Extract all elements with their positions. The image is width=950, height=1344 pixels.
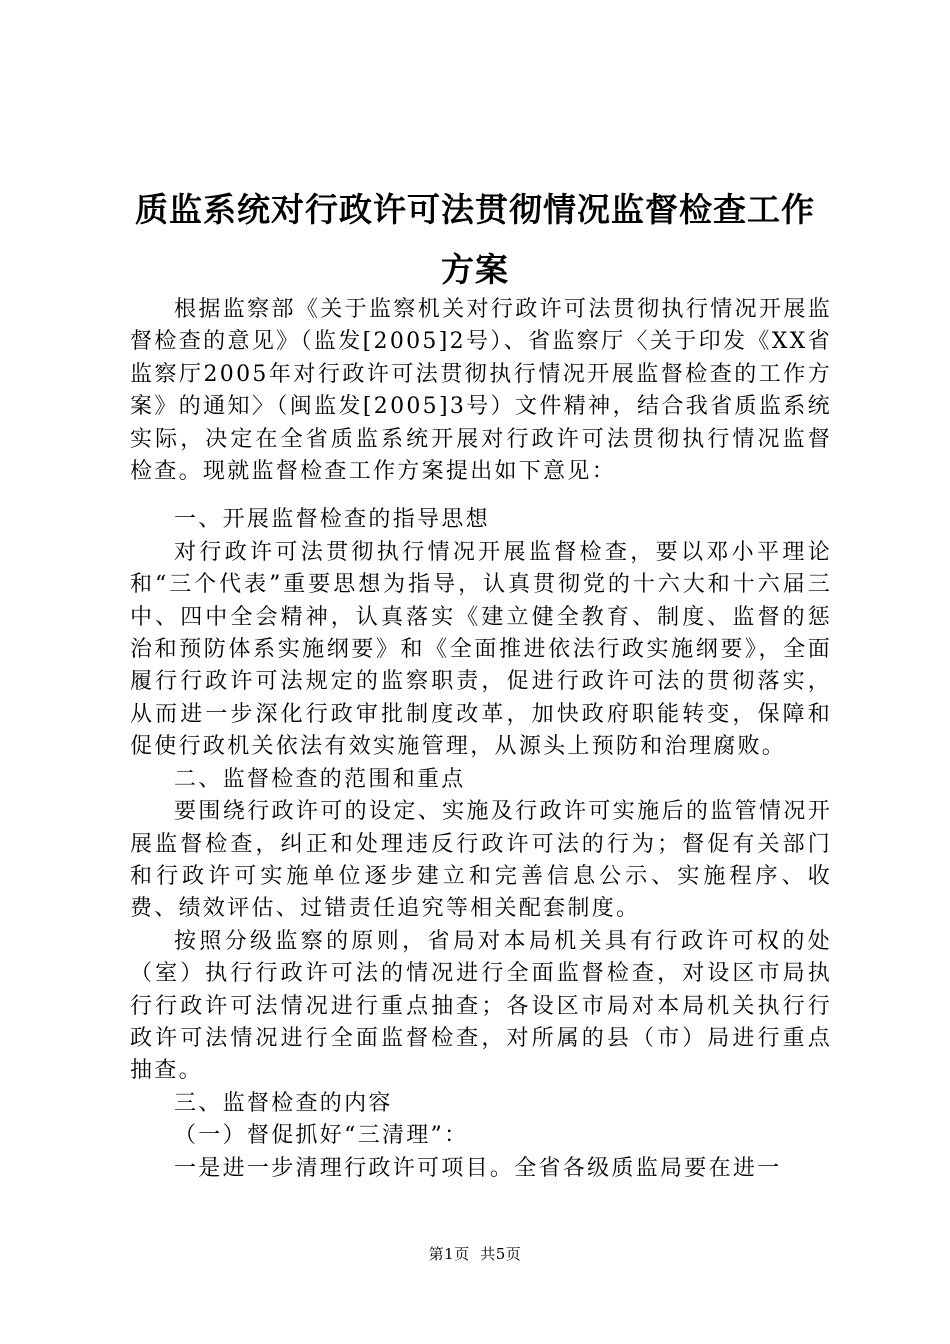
paragraph-item-1: 一是进一步清理行政许可项目。全省各级质监局要在进一 [174,1155,782,1181]
paragraph-guiding-ideology: 对行政许可法贯彻执行情况开展监督检查，要以邓小平理论和“三个代表”重要思想为指导，认真贯彻党的十六大和十六届三中、四中全会精神，认真落实《建立健全教育、制度、监督的惩治和预防体系实施纲要》和《全面推进依法行政实施纲要》，全面履行行政许可法规定的监察职责，促进行政许可法的贯彻落实，从而进一步深化行政审批制度改革，加快政府职能转变，保障和促使行政机关依法有效实施管理，从源头上预防和治理腐败。 [130,539,832,760]
section-heading-1: 一、开展监督检查的指导思想 [174,507,490,533]
section-heading-2: 二、监督检查的范围和重点 [174,766,466,792]
page-total: 共5页 [480,1245,522,1263]
subsection-heading-1: （一）督促抓好“三清理”： [174,1123,469,1149]
page-footer [0,1243,950,1264]
page-number: 第1页 [428,1245,470,1263]
section-heading-3: 三、监督检查的内容 [174,1090,393,1116]
document-body [130,294,832,1185]
paragraph-scope: 要围绕行政许可的设定、实施及行政许可实施后的监管情况开展监督检查，纠正和处理违反行政许可法的行为；督促有关部门和行政许可实施单位逐步建立和完善信息公示、实施程序、收费、绩效评估、过错责任追究等相关配套制度。 [130,799,832,922]
paragraph-intro: 根据监察部《关于监察机关对行政许可法贯彻执行情况开展监督检查的意见》（监发[2005]2号）、省监察厅〈关于印发《XX省监察厅2005年对行政许可法贯彻执行情况开展监督检查的工作方案》的通知〉（闽监发[2005]3号）文件精神，结合我省质监系统实际，决定在全省质监系统开展对行政许可法贯彻执行情况监督检查。现就监督检查工作方案提出如下意见： [130,297,832,485]
document-title-line-1: 质监系统对行政许可法贯彻情况监督检查工作 [135,190,815,229]
paragraph-graded-supervision: 按照分级监察的原则，省局对本局机关具有行政许可权的处（室）执行行政许可法的情况进行全面监督检查，对设区市局执行行政许可法情况进行重点抽查；各设区市局对本局机关执行行政许可法情况进行全面监督检查，对所属的县（市）局进行重点抽查。 [130,928,832,1084]
document-title-line-2: 方案 [441,250,509,289]
